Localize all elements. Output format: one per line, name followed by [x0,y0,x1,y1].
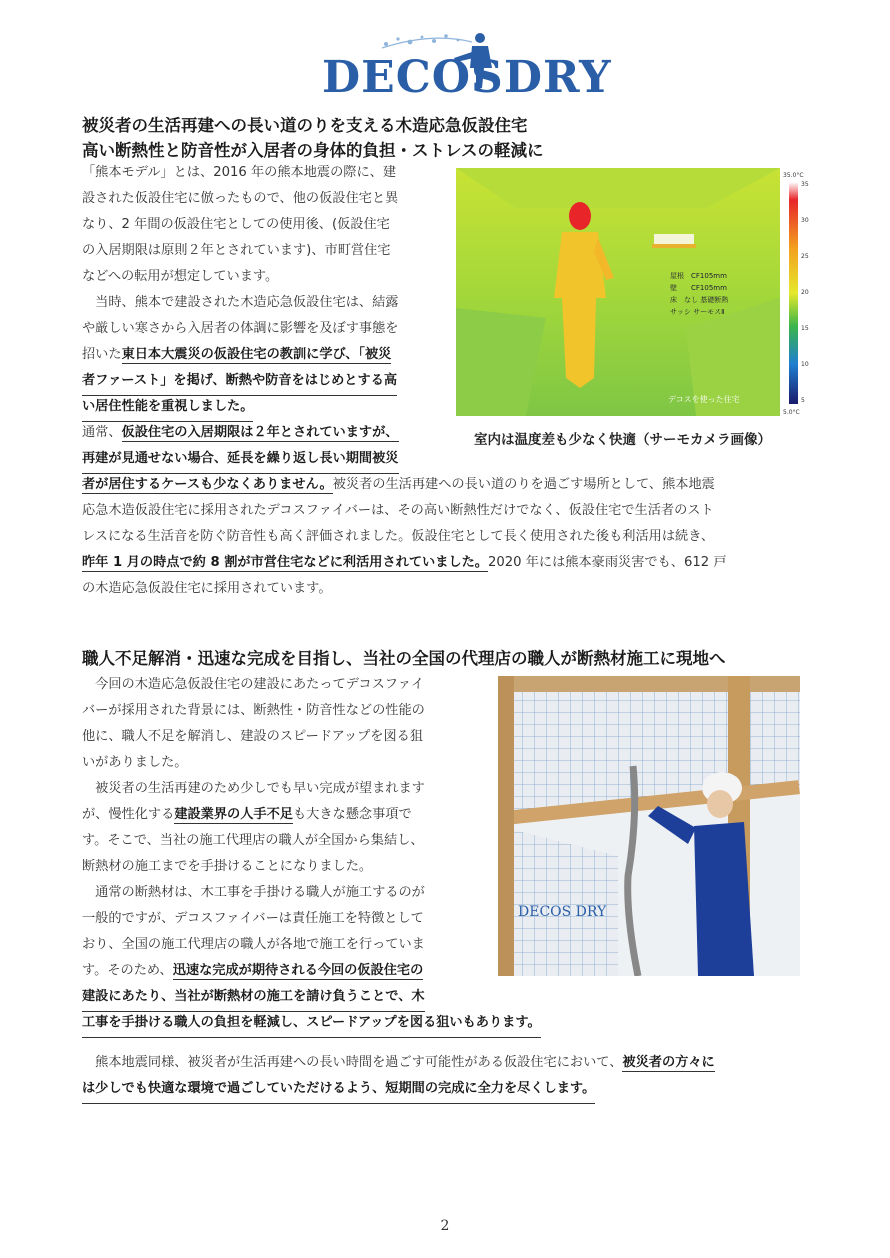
spec-line: サッシ サーモスⅡ [670,308,725,316]
photo-graphic [498,676,800,976]
text-line [82,550,727,576]
thermal-graphic [456,168,812,416]
scale-tick: 10 [801,361,809,368]
logo-text: DECOSDRY [322,52,612,103]
scale-tick: 25 [801,253,809,260]
construction-photo [498,676,800,976]
text-line [82,472,715,498]
emphasis-line: は少しでも快適な環境で過ごしていただけるよう、短期間の完成に全力を尽くします。 [82,1076,595,1104]
text-line: いがありました。 [82,755,188,770]
text-line: の木造応急仮設住宅に採用されています。 [82,581,332,596]
page-number: 2 [440,1218,450,1234]
emphasis-line: 者ファースト」を掲げ、断熱や防音をはじめとする高 [82,368,397,396]
text-line: レスになる生活音を防ぐ防音性も高く評価されました。仮設住宅として長く使用された後も利活用は続き、 [82,529,715,544]
text-fragment: 招いた [82,347,122,362]
section1-heading1: 被災者の生活再建への長い道のりを支える木造応急仮設住宅 [82,116,528,135]
text-line [82,802,412,828]
text-line: の入居期限は原則２年とされています)、市町営住宅 [82,243,391,258]
text-line: や厳しい寒さから入居者の体調に影響を及ぼす事態を [82,321,399,336]
text-fragment: 通常、 [82,425,122,440]
emphasis-line: 建設にあたり、当社が断熱材の施工を請け負うことで、木 [82,984,425,1012]
text-line: 「熊本モデル」とは、2016 年の熊本地震の際に、建 [82,165,397,180]
section1-heading2: 高い断熱性と防音性が入居者の身体的負担・ストレスの軽減に [82,141,544,160]
emphasis-text: 迅速な完成が期待される今回の仮設住宅の [172,963,424,978]
thermal-footer: デコスを使った住宅 [668,395,740,404]
text-fragment: す。そのため、 [82,963,173,978]
emphasis-line: い居住性能を重視しました。 [82,394,253,422]
text-line: 通常の断熱材は、木工事を手掛ける職人が施工するのが [82,885,425,900]
emphasis-line: 再建が見通せない場合、延長を繰り返し長い期間被災 [82,446,399,474]
text-line: 断熱材の施工までを手掛けることになりました。 [82,859,373,874]
photo-logo-text: DECOS DRY [518,904,607,920]
section2-heading: 職人不足解消・迅速な完成を目指し、当社の全国の代理店の職人が断熱材施工に現地へ [82,649,726,668]
text-line: 被災者の生活再建のため少しでも早い完成が望まれます [82,781,425,796]
scale-tick: 15 [801,325,809,332]
scale-tick: 5 [801,397,805,404]
scale-top-label: 35.0°C [783,172,804,179]
emphasis-text: 昨年 1 月の時点で約 8 割が市営住宅などに利活用されていました。 [82,555,488,570]
emphasis-text: 東日本大震災の仮設住宅の教訓に学び、「被災 [121,347,392,362]
text-line: なり、2 年間の仮設住宅としての使用後、(仮設住宅 [82,217,390,232]
spec-line: 壁 CF105mm [670,284,727,292]
spec-line: 床 なし 基礎断熱 [670,296,729,304]
closing-paragraph [82,1050,822,1106]
emphasis-text: 仮設住宅の入居期限は２年とされていますが、 [121,425,399,440]
scale-tick: 35 [801,181,809,188]
thermal-camera-image [456,168,812,416]
scale-tick: 20 [801,289,809,296]
text-line: す。そこで、当社の施工代理店の職人が全国から集結し、 [82,833,424,848]
emphasis-text: 被災者の方々に [622,1055,715,1070]
text-line [82,1050,715,1076]
text-fragment: 2020 年には熊本豪雨災害でも、612 戸 [487,555,727,570]
text-fragment: 熊本地震同様、被災者が生活再建への長い時間を過ごす可能性がある仮設住宅において、 [82,1055,623,1070]
thermal-caption: 室内は温度差も少なく快適（サーモカメラ画像） [474,432,771,448]
text-line: 応急木造仮設住宅に採用されたデコスファイバーは、その高い断熱性だけでなく、仮設住宅で生活者のスト [82,503,714,518]
text-line: 他に、職人不足を解消し、建設のスピードアップを図る狙 [82,729,424,744]
text-line: 一般的ですが、デコスファイバーは責任施工を特徴として [82,911,424,926]
scale-bottom-label: 5.0°C [783,409,800,416]
scale-tick: 30 [801,217,809,224]
text-line: おり、全国の施工代理店の職人が各地で施工を行っていま [82,937,425,952]
text-line [82,420,399,446]
text-line: バーが採用された背景には、断熱性・防音性などの性能の [82,703,425,718]
spec-line: 屋根 CF105mm [670,272,727,280]
text-fragment: が、慢性化する [82,807,175,822]
temperature-scale-bar [789,182,798,404]
text-line: 設された仮設住宅に倣ったもので、他の仮設住宅と異 [82,191,399,206]
emphasis-text: 建設業界の人手不足 [174,807,293,822]
text-line [82,958,423,984]
emphasis-text: 者が居住するケースも少なくありません。 [82,477,333,492]
text-line [82,342,391,368]
emphasis-line: 工事を手掛ける職人の負担を軽減し、スピードアップを図る狙いもあります。 [82,1010,541,1038]
text-line: 当時、熊本で建設された木造応急仮設住宅は、結露 [82,295,399,310]
text-fragment: も大きな懸念事項で [293,807,412,822]
text-line: などへの転用が想定しています。 [82,269,279,284]
text-line: 今回の木造応急仮設住宅の建設にあたってデコスファイ [82,677,425,692]
text-fragment: 被災者の生活再建への長い道のりを過ごす場所として、熊本地震 [332,477,715,492]
